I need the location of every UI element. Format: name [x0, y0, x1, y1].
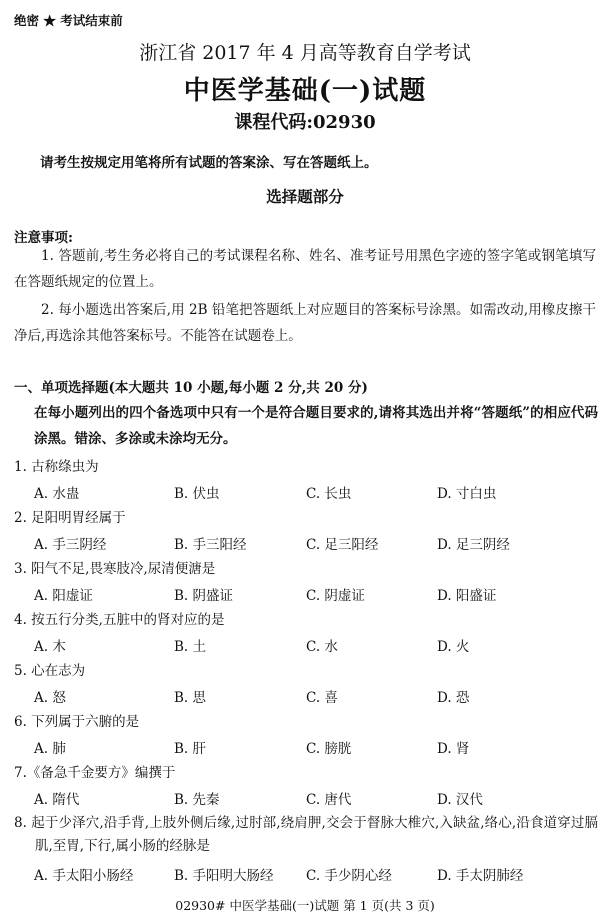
option-b: B. 肝 — [174, 741, 207, 757]
option-c: C. 水 — [306, 639, 338, 655]
question-stem: 1. 古称绦虫为 — [14, 459, 99, 475]
question-stem: 7.《备急千金要方》编撰于 — [14, 765, 176, 781]
question-options — [34, 864, 594, 884]
question-options — [34, 686, 594, 706]
option-b: B. 手阳明大肠经 — [174, 868, 274, 884]
option-a: A. 阳虚证 — [34, 588, 93, 604]
question-options — [34, 533, 594, 553]
option-d: D. 手太阴肺经 — [437, 868, 524, 884]
option-a: A. 手太阳小肠经 — [34, 868, 134, 884]
section-title: 选择题部分 — [266, 187, 344, 206]
option-d: D. 汉代 — [437, 792, 483, 808]
option-b: B. 土 — [174, 639, 207, 655]
option-d: D. 恐 — [437, 690, 470, 706]
question-options — [34, 737, 594, 757]
page-footer: 02930# 中医学基础(一)试题 第 1 页(共 3 页) — [175, 898, 435, 913]
note-item: 1. 答题前,考生务必将自己的考试课程名称、姓名、准考证号用黑色字迹的签字笔或钢笔填写在答题纸规定的位置上。 — [14, 248, 596, 290]
option-c: C. 阴虚证 — [306, 588, 365, 604]
option-b: B. 思 — [174, 690, 207, 706]
option-c: C. 唐代 — [306, 792, 352, 808]
question-options — [34, 788, 594, 808]
subject-title: 中医学基础(一)试题 — [183, 76, 427, 106]
option-c: C. 膀胱 — [306, 741, 352, 757]
option-d: D. 足三阴经 — [437, 537, 510, 553]
option-b: B. 阴盛证 — [174, 588, 234, 604]
option-a: A. 肺 — [34, 741, 66, 757]
option-a: A. 怒 — [34, 690, 66, 706]
question-stem: 6. 下列属于六腑的是 — [14, 714, 140, 730]
part-description: 在每小题列出的四个备选项中只有一个是符合题目要求的,请将其选出并将“答题纸”的相应代码涂黑。错涂、多涂或未涂均无分。 — [34, 405, 598, 447]
exam-title: 浙江省 2017 年 4 月高等教育自学考试 — [139, 42, 471, 64]
option-d: D. 火 — [437, 639, 470, 655]
question-options — [34, 482, 594, 502]
option-d: D. 阳盛证 — [437, 588, 497, 604]
part-heading: 一、单项选择题(本大题共 10 小题,每小题 2 分,共 20 分) — [14, 380, 368, 396]
option-c: C. 足三阳经 — [306, 537, 379, 553]
question-stem: 4. 按五行分类,五脏中的肾对应的是 — [14, 612, 225, 628]
option-d: D. 肾 — [437, 741, 470, 757]
option-c: C. 喜 — [306, 690, 338, 706]
option-a: A. 水蛊 — [34, 486, 80, 502]
question-options — [34, 635, 594, 655]
option-d: D. 寸白虫 — [437, 486, 497, 502]
option-b: B. 伏虫 — [174, 486, 220, 502]
question-options — [34, 584, 594, 604]
option-c: C. 手少阴心经 — [306, 868, 392, 884]
answer-instruction: 请考生按规定用笔将所有试题的答案涂、写在答题纸上。 — [40, 155, 378, 171]
notes-heading: 注意事项: — [14, 230, 73, 246]
option-a: A. 木 — [34, 639, 66, 655]
option-b: B. 先秦 — [174, 792, 220, 808]
note-item: 2. 每小题选出答案后,用 2B 铅笔把答题纸上对应题目的答案标号涂黑。如需改动,用橡皮擦干净后,再选涂其他答案标号。不能答在试题卷上。 — [14, 302, 596, 344]
course-code: 课程代码:02930 — [234, 112, 376, 133]
option-a: A. 手三阴经 — [34, 537, 107, 553]
question-stem: 8. 起于少泽穴,沿手背,上肢外侧后缘,过肘部,绕肩胛,交会于督脉大椎穴,入缺盆,络心,沿食道穿过膈肌,至胃,下行,属小肠的经脉是 — [14, 815, 598, 854]
option-b: B. 手三阳经 — [174, 537, 247, 553]
option-a: A. 隋代 — [34, 792, 80, 808]
question-stem: 2. 足阳明胃经属于 — [14, 510, 126, 526]
option-c: C. 长虫 — [306, 486, 352, 502]
secret-label: 绝密 ★ 考试结束前 — [14, 13, 123, 28]
question-stem: 5. 心在志为 — [14, 663, 86, 679]
question-stem: 3. 阳气不足,畏寒肢冷,尿清便溏是 — [14, 561, 216, 577]
